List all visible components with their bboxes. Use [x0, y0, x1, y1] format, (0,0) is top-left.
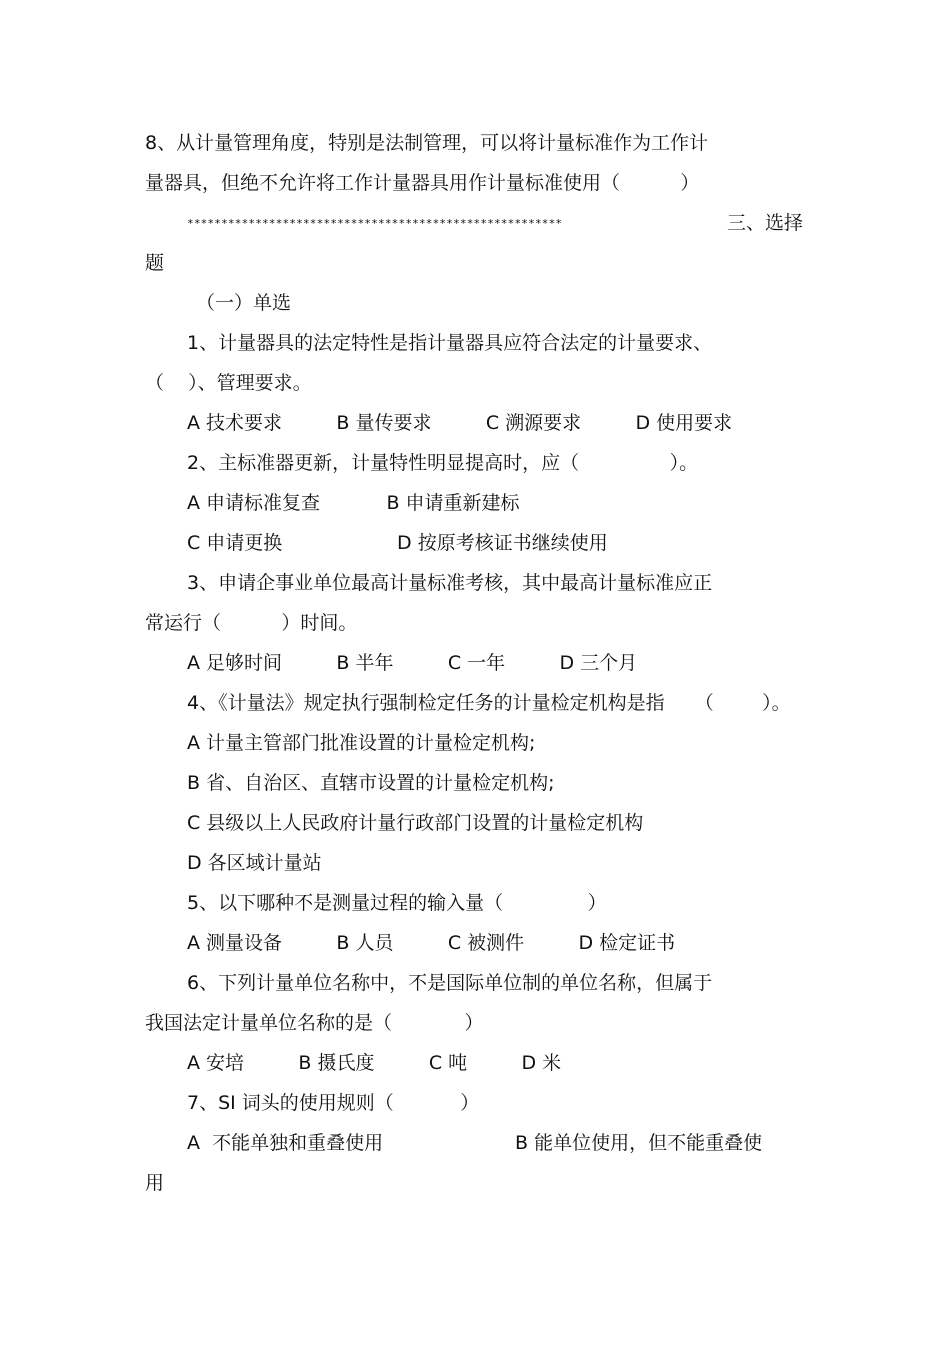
question-6-options: A 安培 B 摄氏度 C 吨 D 米 [187, 1052, 562, 1074]
question-6-line-2: 我国法定计量单位名称的是（ ） [145, 1012, 484, 1034]
question-7: 7、SI 词头的使用规则（ ） [187, 1092, 480, 1114]
question-1-line-2: （ ）、管理要求。 [145, 372, 312, 394]
question-7-option-a: A 不能单独和重叠使用 [187, 1132, 384, 1154]
question-4-option-b: B 省、自治区、直辖市设置的计量检定机构; [187, 772, 555, 794]
question-4-option-c: C 县级以上人民政府计量行政部门设置的计量检定机构 [187, 812, 644, 834]
section-heading-part-1: 三、选择 [727, 212, 804, 234]
question-2-options-1: A 申请标准复查 B 申请重新建标 [187, 492, 520, 514]
question-1-options: A 技术要求 B 量传要求 C 溯源要求 D 使用要求 [187, 412, 733, 434]
question-7-option-b: B 能单位使用，但不能重叠使 [515, 1132, 763, 1154]
question-3-line-1: 3、申请企事业单位最高计量标准考核，其中最高计量标准应正 [187, 572, 713, 594]
question-2: 2、主标准器更新，计量特性明显提高时，应（ ）。 [187, 452, 699, 474]
question-3-line-2: 常运行（ ）时间。 [145, 612, 358, 634]
section-heading-part-2: 题 [145, 252, 165, 274]
q8-line-2: 量器具，但绝不允许将工作计量器具用作计量标准使用（ ） [145, 172, 700, 194]
question-6-line-1: 6、下列计量单位名称中，不是国际单位制的单位名称，但属于 [187, 972, 713, 994]
question-3-options: A 足够时间 B 半年 C 一年 D 三个月 [187, 652, 638, 674]
question-4: 4、《计量法》规定执行强制检定任务的计量检定机构是指 （ ）。 [187, 692, 791, 714]
question-1-line-1: 1、计量器具的法定特性是指计量器具应符合法定的计量要求、 [187, 332, 713, 354]
question-5: 5、以下哪种不是测量过程的输入量（ ） [187, 892, 607, 914]
subsection-heading: （一）单选 [196, 292, 292, 314]
question-4-option-a: A 计量主管部门批准设置的计量检定机构; [187, 732, 536, 754]
question-2-options-2: C 申请更换 D 按原考核证书继续使用 [187, 532, 608, 554]
q8-line-1: 8、从计量管理角度，特别是法制管理，可以将计量标准作为工作计 [145, 132, 709, 154]
question-4-option-d: D 各区域计量站 [187, 852, 322, 874]
question-5-options: A 测量设备 B 人员 C 被测件 D 检定证书 [187, 932, 676, 954]
question-7-option-b-tail: 用 [145, 1172, 165, 1194]
separator-stars: ******************************************************* [187, 217, 563, 230]
